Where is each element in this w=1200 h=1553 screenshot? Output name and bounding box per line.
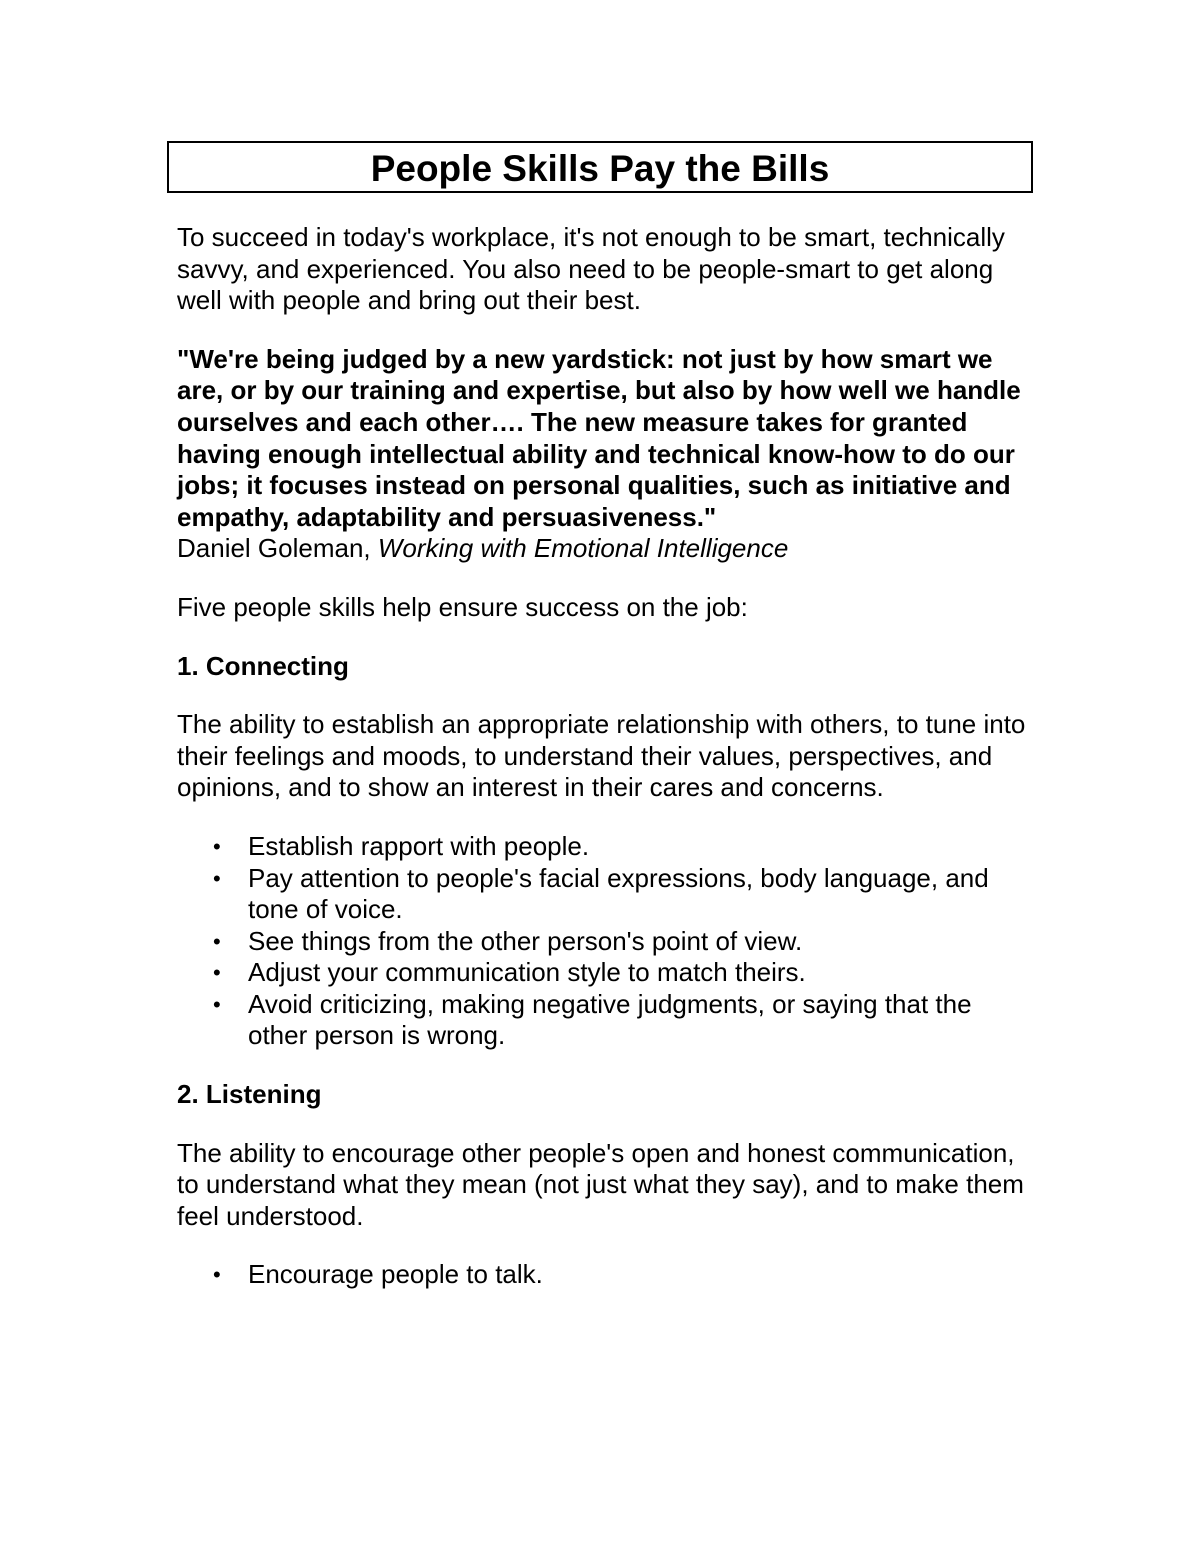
bullet-list-connecting [177,831,1037,1052]
intro-paragraph: To succeed in today's workplace, it's not enough to be smart, technically savvy, and experienced. You also need to be people-smart to get along well with people and bring out their best. [177,222,1005,316]
goleman-quote: "We're being judged by a new yardstick: not just by how smart we are, or by our training and expertise, but also by how well we handle ourselves and each other…. The new measure takes for granted having enough intellectual ability and technical know-how to do our jobs; it focuses instead on personal qualities, such as initiative and empathy, adaptability and persuasiveness." [177,343,1021,532]
list-item-text: Pay attention to people's facial expressions, body language, and tone of voice. [248,862,989,925]
list-item [177,989,1037,1052]
bullet-icon: • [213,865,221,891]
skills-lead-sentence: Five people skills help ensure success on the job: [177,591,748,622]
list-item-text: Adjust your communication style to match theirs. [248,957,806,988]
bullet-icon: • [213,1262,221,1288]
bullet-icon: • [213,991,221,1017]
section-heading-connecting: 1. Connecting [177,650,349,681]
bullet-icon: • [213,960,221,986]
title-box [167,141,1033,193]
quote-attribution [177,533,1037,565]
list-item-text: Avoid criticizing, making negative judgments, or saying that the other person is wrong. [248,988,972,1051]
list-item [177,926,1037,958]
section-description-listening: The ability to encourage other people's open and honest communication, to understand what they mean (not just what they say), and to make them feel understood. [177,1137,1024,1231]
document-body [177,222,1037,1291]
list-item [177,863,1037,926]
list-item-text: Encourage people to talk. [248,1259,543,1290]
list-item-text: See things from the other person's point of view. [248,925,803,956]
bullet-icon: • [213,833,221,859]
list-item [177,831,1037,863]
list-item [177,957,1037,989]
list-item-text: Establish rapport with people. [248,830,590,861]
attribution-book-title: Working with Emotional Intelligence [377,533,789,564]
bullet-list-listening [177,1259,1037,1291]
attribution-author: Daniel Goleman, [177,533,378,564]
section-description-connecting: The ability to establish an appropriate relationship with others, to tune into their feelings and moods, to understand their values, perspectives, and opinions, and to show an interest in their cares and concerns. [177,709,1026,803]
section-heading-listening: 2. Listening [177,1079,322,1110]
bullet-icon: • [213,928,221,954]
page-title: People Skills Pay the Bills [370,147,830,189]
list-item [177,1259,1037,1291]
